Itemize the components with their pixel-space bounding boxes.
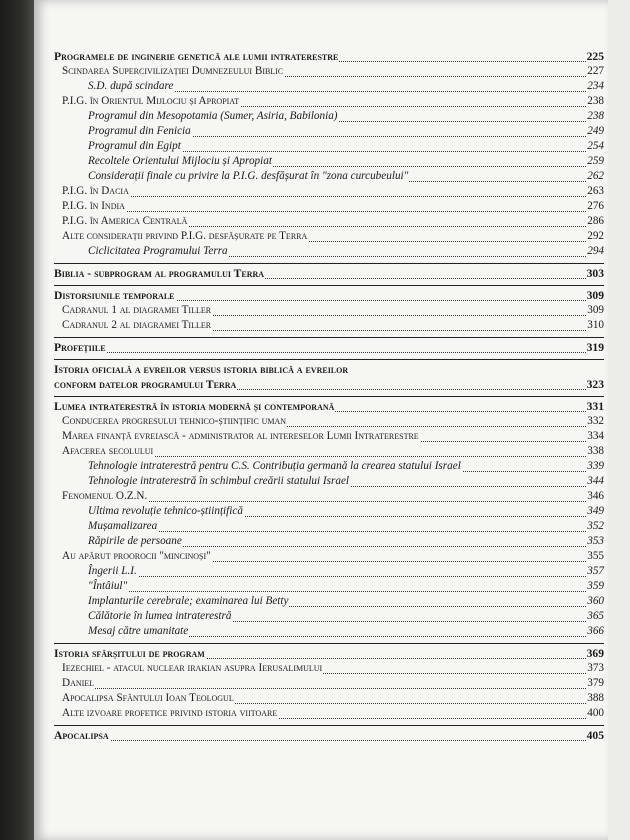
toc-page-number: 234 bbox=[587, 80, 604, 92]
toc-page-number: 369 bbox=[586, 647, 604, 660]
dot-leader bbox=[62, 686, 600, 689]
toc-page-number: 238 bbox=[587, 95, 604, 107]
section-divider bbox=[54, 643, 604, 644]
toc-page-number: 405 bbox=[586, 729, 604, 742]
toc-page-number: 360 bbox=[587, 595, 604, 607]
toc-page-number: 388 bbox=[587, 692, 604, 704]
toc-entry-title: Răpirile de persoane bbox=[88, 535, 182, 547]
toc-page-number: 259 bbox=[587, 155, 604, 167]
dot-leader bbox=[88, 529, 600, 532]
section-divider bbox=[54, 337, 604, 338]
toc-entry bbox=[54, 677, 604, 692]
toc-entry-title: P.I.G. în America Centrală bbox=[62, 215, 188, 227]
toc-page-number: 310 bbox=[587, 319, 604, 331]
dot-leader bbox=[54, 350, 600, 353]
book-gutter-shadow bbox=[0, 0, 34, 840]
toc-entry-title: conform datelor programului Terra bbox=[54, 378, 237, 391]
toc-entry bbox=[54, 692, 604, 707]
toc-entry bbox=[54, 580, 604, 595]
toc-entry bbox=[54, 460, 604, 475]
toc-entry-title: Mușamalizarea bbox=[88, 520, 158, 532]
toc-entry bbox=[54, 565, 604, 580]
toc-entry-title: Iezechiel - atacul nuclear irakian asupra Ierusalimului bbox=[62, 662, 323, 674]
toc-entry bbox=[54, 170, 604, 185]
toc-page-number: 331 bbox=[586, 400, 604, 413]
toc-entry-title: Fenomenul O.Z.N. bbox=[62, 490, 148, 502]
toc-page-number: 379 bbox=[587, 677, 604, 689]
toc-entry-title: Tehnologie intraterestră în schimbul creării statului Israel bbox=[88, 475, 350, 487]
toc-chapter bbox=[54, 378, 604, 393]
toc-entry-title: Alte izvoare profetice privind istoria viitoare bbox=[62, 707, 278, 719]
toc-page-number: 319 bbox=[586, 341, 604, 354]
toc-chapter bbox=[54, 289, 604, 304]
toc-entry bbox=[54, 490, 604, 505]
toc-entry bbox=[54, 707, 604, 722]
toc-entry bbox=[54, 535, 604, 550]
toc-entry-title: Istoria oficială a evreilor versus istoria biblică a evreilor bbox=[54, 363, 349, 376]
toc-entry bbox=[54, 304, 604, 319]
toc-entry bbox=[54, 610, 604, 625]
toc-entry-title: Biblia - subprogram al programului Terra bbox=[54, 267, 265, 280]
toc-page-number: 355 bbox=[587, 550, 604, 562]
toc-page-number: 334 bbox=[587, 430, 604, 442]
book-page bbox=[34, 0, 608, 840]
toc-page-number: 227 bbox=[587, 65, 604, 77]
section-divider bbox=[54, 359, 604, 360]
toc-entry bbox=[54, 80, 604, 95]
toc-entry-title: P.I.G. în Orientul Mijlociu și Apropiat bbox=[62, 95, 240, 107]
toc-page-number: 366 bbox=[587, 625, 604, 637]
table-of-contents bbox=[54, 50, 604, 744]
toc-entry bbox=[54, 245, 604, 260]
toc-entry bbox=[54, 445, 604, 460]
toc-page-number: 276 bbox=[587, 200, 604, 212]
toc-entry-title: Ultima revoluție tehnico-științifică bbox=[88, 505, 243, 517]
toc-page-number: 346 bbox=[587, 490, 604, 502]
toc-page-number: 238 bbox=[587, 110, 604, 122]
toc-entry-title: P.I.G. în India bbox=[62, 200, 125, 212]
toc-entry-title: Cadranul 1 al diagramei Tiller bbox=[62, 304, 212, 316]
toc-entry-title: S.D. după scindare bbox=[88, 80, 174, 92]
dot-leader bbox=[88, 574, 600, 577]
dot-leader bbox=[62, 194, 600, 197]
toc-entry-title: Cadranul 2 al diagramei Tiller bbox=[62, 319, 212, 331]
toc-entry bbox=[54, 595, 604, 610]
toc-page-number: 359 bbox=[587, 580, 604, 592]
toc-entry bbox=[54, 475, 604, 490]
toc-entry-title: Programul din Egipt bbox=[88, 140, 181, 152]
toc-entry bbox=[54, 625, 604, 640]
toc-entry-title: Au apărut proorocii "mincinoși" bbox=[62, 550, 211, 562]
section-divider bbox=[54, 725, 604, 726]
dot-leader bbox=[88, 589, 600, 592]
toc-entry-title: Implanturile cerebrale; examinarea lui Betty bbox=[88, 595, 289, 607]
toc-entry-title: Programele de inginerie genetică ale lumii intraterestre bbox=[54, 50, 339, 63]
toc-page-number: 292 bbox=[587, 230, 604, 242]
toc-entry bbox=[54, 230, 604, 245]
toc-entry-title: Mesaj către umanitate bbox=[88, 625, 189, 637]
toc-entry-title: Istoria sfârșitului de program bbox=[54, 647, 205, 660]
toc-entry-title: Îngerii L.I. bbox=[88, 565, 137, 577]
toc-page-number: 303 bbox=[586, 267, 604, 280]
section-divider bbox=[54, 285, 604, 286]
toc-entry-title: Programul din Mesopotamia (Sumer, Asiria, Babilonia) bbox=[88, 110, 338, 122]
toc-entry-title: Marea finanță evreiască - administrator al intereselor Lumii Intraterestre bbox=[62, 430, 419, 442]
toc-page-number: 332 bbox=[587, 415, 604, 427]
toc-entry bbox=[54, 415, 604, 430]
toc-entry bbox=[54, 185, 604, 200]
toc-entry bbox=[54, 319, 604, 334]
section-divider bbox=[54, 396, 604, 397]
toc-entry bbox=[54, 200, 604, 215]
toc-entry-title: Apocalipsa bbox=[54, 729, 109, 742]
toc-entry-title: Profețiile bbox=[54, 341, 106, 354]
toc-entry-title: Conducerea progresului tehnico-științific uman bbox=[62, 415, 287, 427]
toc-entry bbox=[54, 662, 604, 677]
toc-page-number: 309 bbox=[587, 304, 604, 316]
toc-page-number: 349 bbox=[587, 505, 604, 517]
toc-entry-title: Programul din Fenicia bbox=[88, 125, 191, 137]
toc-page-number: 249 bbox=[587, 125, 604, 137]
toc-page-number: 254 bbox=[587, 140, 604, 152]
dot-leader bbox=[62, 209, 600, 212]
toc-page-number: 339 bbox=[587, 460, 604, 472]
section-divider bbox=[54, 263, 604, 264]
toc-entry-title: Apocalipsa Sfântului Ioan Teologul bbox=[62, 692, 234, 704]
toc-page-number: 225 bbox=[586, 50, 604, 63]
toc-entry bbox=[54, 215, 604, 230]
toc-page-number: 400 bbox=[587, 707, 604, 719]
toc-chapter bbox=[54, 267, 604, 282]
toc-entry bbox=[54, 520, 604, 535]
toc-chapter bbox=[54, 647, 604, 662]
toc-page-number: 309 bbox=[586, 289, 604, 302]
toc-page-number: 353 bbox=[587, 535, 604, 547]
toc-entry bbox=[54, 430, 604, 445]
dot-leader bbox=[54, 738, 600, 741]
toc-entry-title: Tehnologie intraterestră pentru C.S. Contribuția germană la crearea statului Israel bbox=[88, 460, 461, 472]
toc-page-number: 286 bbox=[587, 215, 604, 227]
toc-entry-title: Alte considerații privind P.I.G. desfășurate pe Terra bbox=[62, 230, 308, 242]
toc-entry bbox=[54, 65, 604, 80]
toc-entry bbox=[54, 125, 604, 140]
toc-page-number: 262 bbox=[587, 170, 604, 182]
toc-chapter bbox=[54, 729, 604, 744]
toc-page-number: 323 bbox=[586, 378, 604, 391]
toc-entry bbox=[54, 155, 604, 170]
toc-entry-title: Considerații finale cu privire la P.I.G. desfășurat în "zona curcubeului" bbox=[88, 170, 409, 182]
toc-entry-title: Afacerea secolului bbox=[62, 445, 154, 457]
page-edge bbox=[608, 0, 630, 840]
toc-page-number: 344 bbox=[587, 475, 604, 487]
toc-page-number: 352 bbox=[587, 520, 604, 532]
toc-entry-title: "Întâiul" bbox=[88, 580, 128, 592]
toc-chapter bbox=[54, 341, 604, 356]
toc-page-number: 338 bbox=[587, 445, 604, 457]
toc-page-number: 263 bbox=[587, 185, 604, 197]
toc-entry-title: Lumea intraterestră în istoria modernă și contemporană bbox=[54, 400, 335, 413]
toc-page-number: 373 bbox=[587, 662, 604, 674]
toc-chapter bbox=[54, 400, 604, 415]
toc-entry-title: Daniel bbox=[62, 677, 95, 689]
toc-entry bbox=[54, 110, 604, 125]
toc-entry bbox=[54, 95, 604, 110]
toc-entry-title: P.I.G. în Dacia bbox=[62, 185, 129, 197]
toc-page-number: 294 bbox=[587, 245, 604, 257]
toc-entry-title: Călătorie în lumea intraterestră bbox=[88, 610, 232, 622]
toc-page-number: 365 bbox=[587, 610, 604, 622]
toc-entry-title: Recoltele Orientului Mijlociu și Apropiat bbox=[88, 155, 272, 167]
toc-entry-title: Scindarea Supercivilizației Dumnezeului Biblic bbox=[62, 65, 284, 77]
toc-entry bbox=[54, 550, 604, 565]
toc-page-number: 357 bbox=[587, 565, 604, 577]
toc-chapter bbox=[54, 50, 604, 65]
toc-entry bbox=[54, 505, 604, 520]
toc-chapter bbox=[54, 363, 604, 378]
toc-entry bbox=[54, 140, 604, 155]
toc-entry-title: Distorsiunile temporale bbox=[54, 289, 175, 302]
toc-entry-title: Ciclicitatea Programului Terra bbox=[88, 245, 228, 257]
